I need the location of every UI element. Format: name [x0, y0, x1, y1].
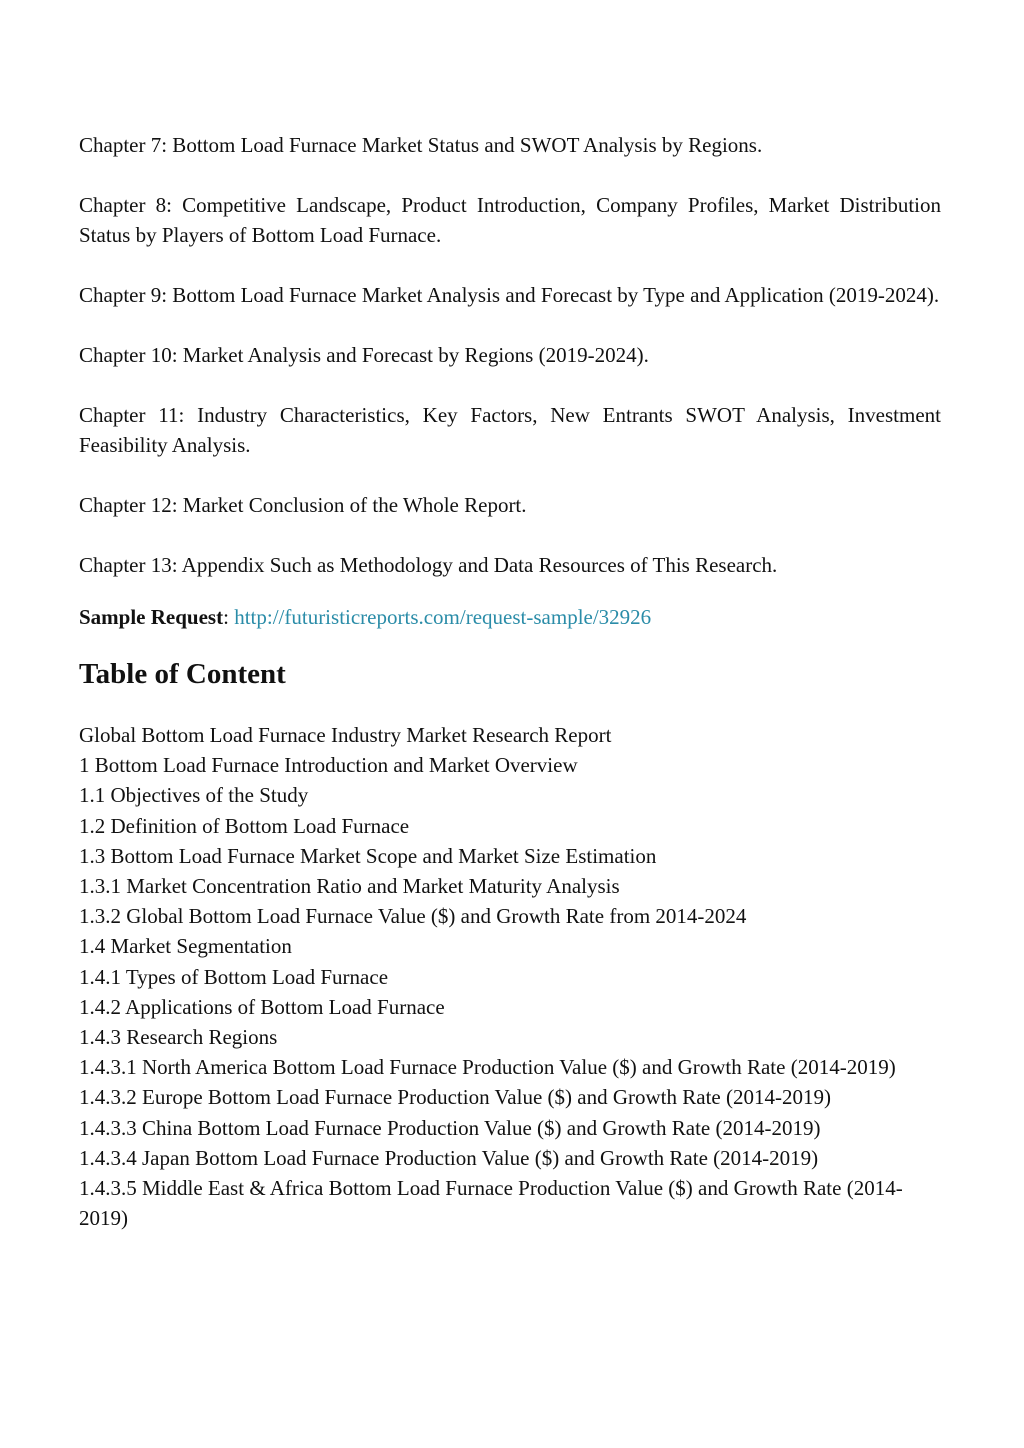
document-page	[79, 130, 941, 1233]
toc-item: 1.4.3.5 Middle East & Africa Bottom Load Furnace Production Value ($) and Growth Rate (2014-2019)	[79, 1176, 903, 1231]
toc-item: 1.4.2 Applications of Bottom Load Furnace	[79, 994, 445, 1019]
chapter-10-paragraph: Chapter 10: Market Analysis and Forecast by Regions (2019-2024).	[79, 343, 649, 367]
toc-item: 1.4.1 Types of Bottom Load Furnace	[79, 964, 389, 989]
toc-list	[79, 720, 941, 1233]
toc-item: 1.4.3 Research Regions	[79, 1025, 278, 1050]
toc-item: 1.4.3.2 Europe Bottom Load Furnace Production Value ($) and Growth Rate (2014-2019)	[79, 1085, 831, 1110]
toc-item: 1.3.1 Market Concentration Ratio and Market Maturity Analysis	[79, 874, 620, 899]
toc-item: 1.4.3.4 Japan Bottom Load Furnace Production Value ($) and Growth Rate (2014-2019)	[79, 1145, 819, 1170]
toc-item: Global Bottom Load Furnace Industry Market Research Report	[79, 723, 612, 747]
toc-item: 1.4.3.3 China Bottom Load Furnace Production Value ($) and Growth Rate (2014-2019)	[79, 1115, 821, 1140]
toc-item: 1 Bottom Load Furnace Introduction and Market Overview	[79, 753, 578, 778]
sample-request	[79, 602, 941, 632]
chapter-12-paragraph: Chapter 12: Market Conclusion of the Whole Report.	[79, 493, 527, 517]
toc-item: 1.2 Definition of Bottom Load Furnace	[79, 813, 410, 838]
chapter-13-paragraph: Chapter 13: Appendix Such as Methodology and Data Resources of This Research.	[79, 553, 778, 577]
chapter-7-paragraph: Chapter 7: Bottom Load Furnace Market Status and SWOT Analysis by Regions.	[79, 133, 763, 157]
sample-request-label: Sample Request	[79, 605, 224, 629]
toc-heading: Table of Content	[79, 658, 286, 690]
sample-request-separator: :	[223, 605, 235, 629]
toc-item: 1.4.3.1 North America Bottom Load Furnace Production Value ($) and Growth Rate (2014-2019)	[79, 1055, 896, 1080]
sample-request-link[interactable]: http://futuristicreports.com/request-sample/32926	[234, 605, 652, 629]
chapter-8-paragraph: Chapter 8: Competitive Landscape, Product Introduction, Company Profiles, Market Distribution Status by Players of Bottom Load Furnace.	[79, 193, 941, 247]
toc-item: 1.3.2 Global Bottom Load Furnace Value ($) and Growth Rate from 2014-2024	[79, 904, 747, 929]
chapter-11-paragraph: Chapter 11: Industry Characteristics, Key Factors, New Entrants SWOT Analysis, Investment Feasibility Analysis.	[79, 403, 941, 457]
toc-item: 1.4 Market Segmentation	[79, 934, 292, 959]
chapter-9-paragraph: Chapter 9: Bottom Load Furnace Market Analysis and Forecast by Type and Application (2019-2024).	[79, 283, 940, 307]
toc-item: 1.1 Objectives of the Study	[79, 783, 309, 808]
toc-item: 1.3 Bottom Load Furnace Market Scope and Market Size Estimation	[79, 843, 657, 868]
